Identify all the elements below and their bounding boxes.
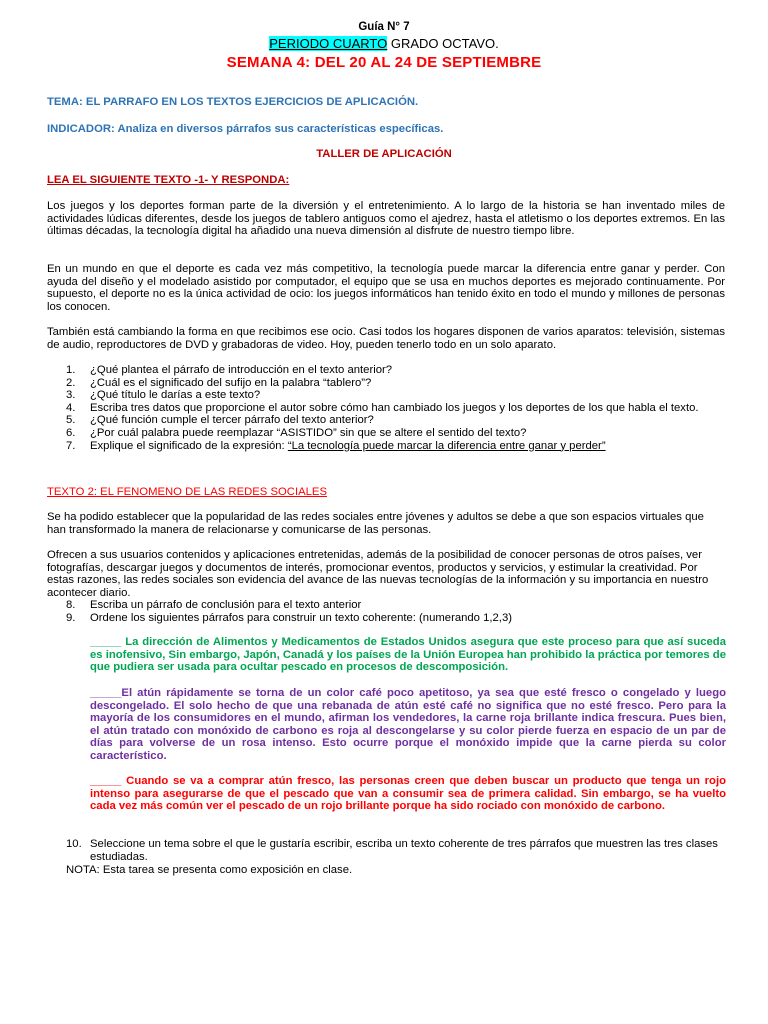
question-item	[66, 364, 726, 377]
question-item	[66, 414, 726, 427]
text2-paragraph-2: Ofrecen a sus usuarios contenidos y aplicaciones entretenidas, además de la posibilidad de conocer personas de otros países, ver fotografías, descargar juegos y documentos de interés, promocionar eventos, productos y servicios, y estimular la creatividad. Por estas razones, las redes sociales son evidencia del avance de las nuevas tecnologías de la información y su importancia en nuestro acontecer diario.	[47, 549, 709, 599]
question-number: 6.	[66, 426, 76, 439]
paragraph-option-b: _____El atún rápidamente se torna de un color café poco apetitoso, ya sea que esté fresco o congelado y luego descongelado. El solo hecho de que una rebanada de atún esté café no significa que no esté fresco. Pero para la mayoría de los consumidores en el mundo, afirman los vendedores, la carne roja brillante indica frescura. Pues bien, el atún tratado con monóxido de carbono es roja al descongelarse y su color pierde fuerza en espacio de un par de días para volverse de un rosa intenso. Esto ocurre porque el monóxido impide que la carne pierda su color característico.	[90, 687, 726, 762]
question-item	[66, 402, 726, 415]
section2-heading: TEXTO 2: EL FENOMENO DE LAS REDES SOCIALES	[47, 486, 327, 498]
question-number: 7.	[66, 439, 76, 452]
text1-paragraph-2: En un mundo en que el deporte es cada vez más competitivo, la tecnología puede marcar la diferencia entre ganar y perder. Con ayuda del diseño y el modelado asistido por computador, el equipo que se usa en muchos deportes es mejorado continuamente. Por supuesto, el deporte no es la única actividad de ocio: los juegos informáticos han tenido éxito en todo el mundo y millones de personas los conocen.	[47, 263, 725, 313]
question-text: ¿Por cuál palabra puede reemplazar “ASISTIDO” sin que se altere el sentido del texto?	[90, 426, 527, 439]
guide-number: Guía N° 7	[358, 21, 410, 33]
indicador-line: INDICADOR: Analiza en diversos párrafos sus características específicas.	[47, 123, 444, 135]
questions-list-2	[66, 599, 726, 624]
question-number: 4.	[66, 401, 76, 414]
question-number: 8.	[66, 599, 76, 611]
question-text-lead: Explique el significado de la expresión:	[90, 439, 288, 452]
question-number: 1.	[66, 364, 76, 376]
question-text	[90, 440, 726, 453]
question-item	[66, 599, 726, 612]
question-number: 9.	[66, 611, 76, 624]
question-item	[66, 427, 726, 440]
question-text: ¿Qué plantea el párrafo de introducción en el texto anterior?	[90, 364, 393, 376]
question-item	[66, 838, 726, 863]
question-item	[66, 440, 726, 453]
question-text: ¿Cuál es el significado del sufijo en la palabra “tablero”?	[90, 376, 372, 389]
questions-list-3	[66, 838, 726, 863]
text1-paragraph-3: También está cambiando la forma en que recibimos ese ocio. Casi todos los hogares disponen de varios aparatos: televisión, sistemas de audio, reproductores de DVD y grabadoras de video. Hoy, pueden tenerlo todo en un solo aparato.	[47, 326, 725, 351]
question-text: Seleccione un tema sobre el que le gustaría escribir, escriba un texto coherente de tres párrafos que muestren las tres clases estudiadas.	[90, 838, 718, 863]
question-number: 10.	[66, 838, 82, 850]
question-text: Escriba tres datos que proporcione el autor sobre cómo han cambiado los juegos y los deportes de los que habla el texto.	[90, 401, 699, 414]
period-label: PERIODO CUARTO	[269, 36, 388, 51]
question-text: Ordene los siguientes párrafos para construir un texto coherente: (numerando 1,2,3)	[90, 611, 512, 624]
question-number: 2.	[66, 376, 76, 389]
period-line	[0, 36, 768, 51]
question-text: Escriba un párrafo de conclusión para el texto anterior	[90, 599, 362, 611]
question-text: ¿Qué título le darías a este texto?	[90, 389, 261, 402]
week-title: SEMANA 4: DEL 20 AL 24 DE SEPTIEMBRE	[226, 54, 542, 71]
text2-paragraph-1: Se ha podido establecer que la popularidad de las redes sociales entre jóvenes y adultos se debe a que son espacios virtuales que han transformado la manera de relacionarse y comunicarse de las personas.	[47, 511, 704, 536]
nota-line: NOTA: Esta tarea se presenta como exposición en clase.	[66, 864, 353, 876]
questions-list-1	[66, 364, 726, 452]
question-number: 3.	[66, 389, 76, 402]
paragraph-option-c: _____ Cuando se va a comprar atún fresco, las personas creen que deben buscar un producto que tenga un rojo intenso para asegurarse de que el pescado que van a consumir sea de primera calidad. Sin embargo, se ha vuelto cada vez más común ver el pescado de un rojo brillante porque ha sido rociado con monóxido de carbono.	[90, 775, 726, 813]
question-item	[66, 612, 726, 625]
tema-line: TEMA: EL PARRAFO EN LOS TEXTOS EJERCICIOS DE APLICACIÓN.	[47, 96, 419, 108]
paragraph-option-a: _____ La dirección de Alimentos y Medicamentos de Estados Unidos asegura que este proceso para que así suceda es inofensivo, Sin embargo, Japón, Canadá y los países de la Unión Europea han prohibido la práctica por temores de que pudiera ser usada para ocultar pescado en procesos de descomposición.	[90, 636, 726, 674]
taller-title: TALLER DE APLICACIÓN	[316, 148, 452, 160]
section1-heading: LEA EL SIGUIENTE TEXTO -1- Y RESPONDA:	[47, 174, 290, 186]
grade-label: GRADO OCTAVO.	[390, 36, 499, 51]
question-number: 5.	[66, 414, 76, 427]
quoted-expression: “La tecnología puede marcar la diferencia entre ganar y perder”	[287, 439, 606, 452]
question-item	[66, 377, 726, 390]
question-text: ¿Qué función cumple el tercer párrafo del texto anterior?	[90, 414, 374, 427]
question-item	[66, 389, 726, 402]
text1-paragraph-1: Los juegos y los deportes forman parte de la diversión y el entretenimiento. A lo largo de la historia se han inventado miles de actividades lúdicas diferentes, desde los juegos de tablero antiguos como el ajedrez, hasta el atletismo o los deportes extremos. En las últimas décadas, la tecnología digital ha añadido una nueva dimensión al disfrute de nuestro tiempo libre.	[47, 200, 725, 238]
